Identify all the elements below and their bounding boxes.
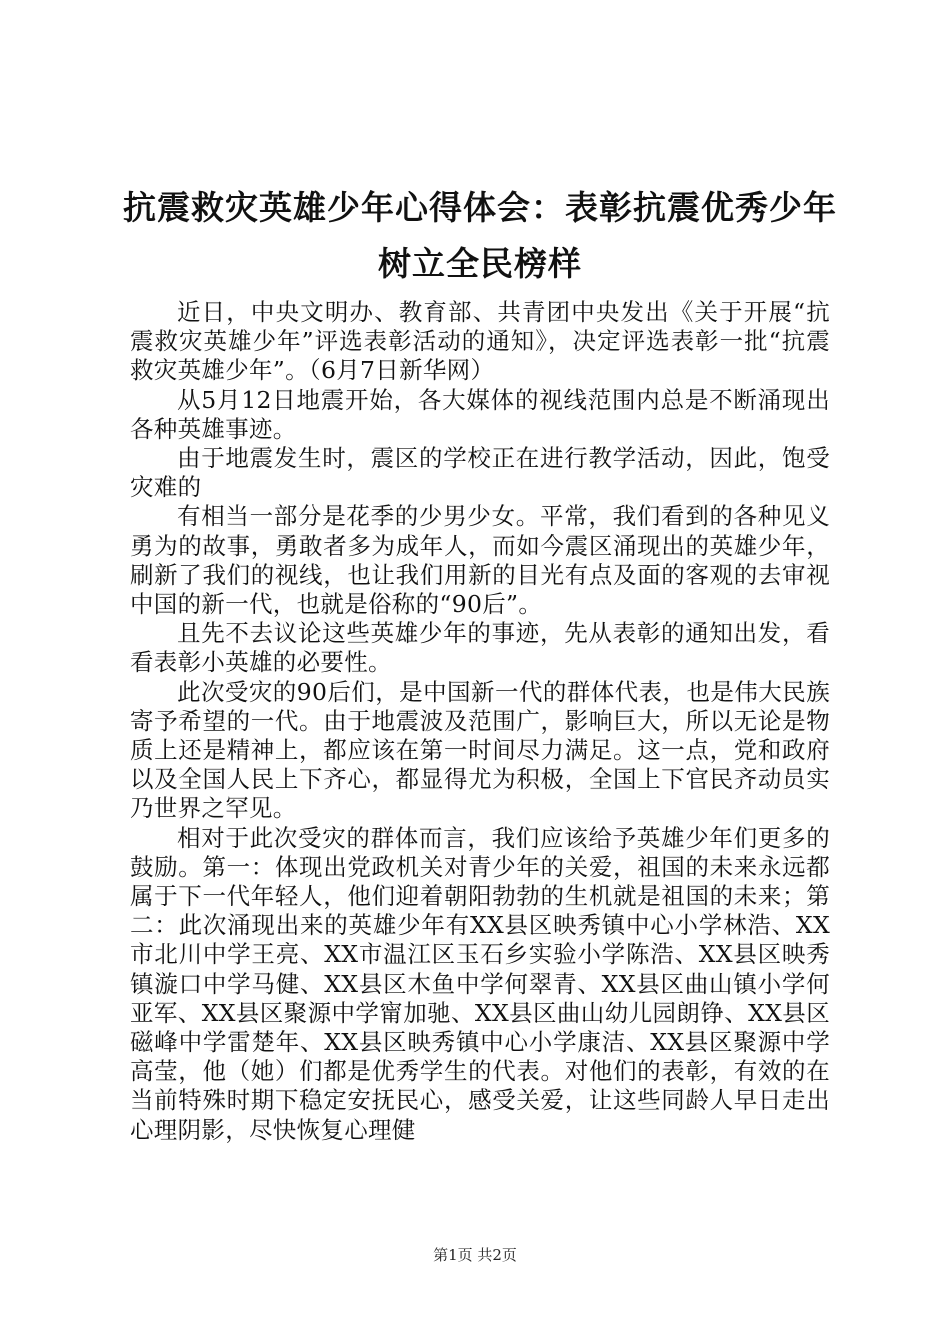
paragraph: 且先不去议论这些英雄少年的事迹，先从表彰的通知出发，看看表彰小英雄的必要性。 xyxy=(130,619,830,677)
paragraph: 近日，中央文明办、教育部、共青团中央发出《关于开展“抗震救灾英雄少年”评选表彰活动的通知》，决定评选表彰一批“抗震救灾英雄少年”。（6月7日新华网） xyxy=(130,298,830,385)
paragraph: 此次受灾的90后们，是中国新一代的群体代表，也是伟大民族寄予希望的一代。由于地震波及范围广，影响巨大，所以无论是物质上还是精神上，都应该在第一时间尽力满足。这一点，党和政府以及全国人民上下齐心，都显得尤为积极，全国上下官民齐动员实乃世界之罕见。 xyxy=(130,677,830,823)
page-footer: 第1页 共2页 xyxy=(433,1246,517,1264)
document-page xyxy=(123,180,837,1145)
paragraph: 由于地震发生时，震区的学校正在进行教学活动，因此，饱受灾难的 xyxy=(130,444,830,502)
paragraph: 相对于此次受灾的群体而言，我们应该给予英雄少年们更多的鼓励。第一：体现出党政机关对青少年的关爱，祖国的未来永远都属于下一代年轻人，他们迎着朝阳勃勃的生机就是祖国的未来；第二：此次涌现出来的英雄少年有XX县区映秀镇中心小学林浩、XX市北川中学王亮、XX市温江区玉石乡实验小学陈浩、XX县区映秀镇漩口中学马健、XX县区木鱼中学何翠青、XX县区曲山镇小学何亚军、XX县区聚源中学甯加驰、XX县区曲山幼儿园朗铮、XX县区磁峰中学雷楚年、XX县区映秀镇中心小学康洁、XX县区聚源中学高莹，他（她）们都是优秀学生的代表。对他们的表彰，有效的在当前特殊时期下稳定安抚民心，感受关爱，让这些同龄人早日走出心理阴影，尽快恢复心理健 xyxy=(130,823,830,1144)
paragraph: 有相当一部分是花季的少男少女。平常，我们看到的各种见义勇为的故事，勇敢者多为成年人，而如今震区涌现出的英雄少年，刷新了我们的视线，也让我们用新的目光有点及面的客观的去审视中国的新一代，也就是俗称的“90后”。 xyxy=(130,502,830,619)
document-title: 抗震救灾英雄少年心得体会：表彰抗震优秀少年树立全民榜样 xyxy=(123,188,837,283)
document-body xyxy=(130,298,830,1145)
paragraph: 从5月12日地震开始，各大媒体的视线范围内总是不断涌现出各种英雄事迹。 xyxy=(130,385,830,443)
